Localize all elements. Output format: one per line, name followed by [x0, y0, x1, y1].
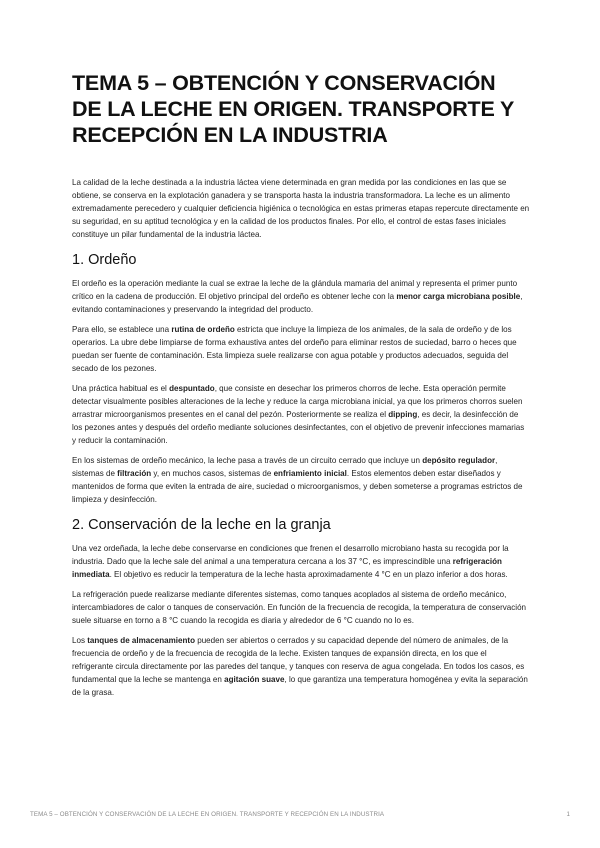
- intro-paragraph: La calidad de la leche destinada a la industria láctea viene determinada en gran medida por las condiciones en las que se obtiene, se conserva en la explotación ganadera y se transporta hasta la industria transformadora. La leche es un alimento extremadamente perecedero y cualquier deficiencia higiénica o tecnológica en estas primeras etapas repercute directamente en su seguridad, en su aptitud tecnológica y en la calidad de los productos finales. Por ello, el control de estas fases iniciales constituye un pilar fundamental de la industria láctea.: [72, 178, 530, 239]
- conservacion-paragraph-2: La refrigeración puede realizarse mediante diferentes sistemas, como tanques acoplados al sistema de ordeño mecánico, intercambiadores de calor o tanques de conservación. En función de la frecuencia de recogida, la temperatura de conservación suele situarse en torno a 8 °C cuando la recogida es diaria y alrededor de 6 °C cuando no lo es.: [72, 590, 527, 625]
- document-title: TEMA 5 – OBTENCIÓN Y CONSERVACIÓN DE LA LECHE EN ORIGEN. TRANSPORTE Y RECEPCIÓN EN LA INDUSTRIA: [72, 71, 514, 147]
- ordeno-paragraph-1: El ordeño es la operación mediante la cual se extrae la leche de la glándula mamaria del animal y representa el primer punto crítico en la cadena de producción. El objetivo principal del ordeño es obtener leche con la menor carga microbiana posible, evitando contaminaciones y preservando la integridad del producto.: [72, 279, 523, 314]
- page-number: 1: [566, 811, 570, 818]
- ordeno-paragraph-4: En los sistemas de ordeño mecánico, la leche pasa a través de un circuito cerrado que incluye un depósito regulador, sistemas de filtración y, en muchos casos, sistemas de enfriamiento inicial. Estos elementos deben estar diseñados y mantenidos de forma que eviten la entrada de aire, suciedad o microorganismos, y deben someterse a programas estrictos de limpieza y desinfección.: [72, 456, 523, 504]
- conservacion-paragraph-3: Los tanques de almacenamiento pueden ser abiertos o cerrados y su capacidad depende del número de animales, de la frecuencia de ordeño y de la frecuencia de recogida de la leche. Existen tanques de expansión directa, en los que el refrigerante circula directamente por las paredes del tanque, y tanques con reserva de agua congelada. En todos los casos, es fundamental que la leche se mantenga en agitación suave, lo que garantiza una temperatura homogénea y evita la separación de la grasa.: [72, 636, 528, 697]
- ordeno-paragraph-3: Una práctica habitual es el despuntado, que consiste en desechar los primeros chorros de leche. Esta operación permite detectar visualmente posibles alteraciones de la leche y reduce la carga microbiana inicial, ya que los primeros chorros suelen arrastrar microorganismos presentes en el canal del pezón. Posteriormente se realiza el dipping, es decir, la desinfección de los pezones antes y después del ordeño mediante soluciones desinfectantes, con el objetivo de prevenir infecciones mamarias y reducir la contaminación.: [72, 384, 525, 445]
- footer-running-title: TEMA 5 – OBTENCIÓN Y CONSERVACIÓN DE LA LECHE EN ORIGEN. TRANSPORTE Y RECEPCIÓN EN LA INDUSTRIA: [30, 811, 385, 818]
- section-heading-ordeno: 1. Ordeño: [72, 252, 137, 268]
- section-heading-conservacion: 2. Conservación de la leche en la granja: [72, 517, 331, 533]
- ordeno-paragraph-2: Para ello, se establece una rutina de ordeño estricta que incluye la limpieza de los animales, de la sala de ordeño y de los operarios. La ubre debe limpiarse de forma exhaustiva antes del ordeño para eliminar restos de suciedad, barro o heces que puedan ser fuente de contaminación. Esta limpieza suele realizarse con agua potable y productos adecuados, seguida del secado de los pezones.: [72, 325, 517, 373]
- page-footer: [30, 811, 570, 818]
- page-body: [72, 70, 530, 706]
- conservacion-paragraph-1: Una vez ordeñada, la leche debe conservarse en condiciones que frenen el desarrollo microbiano hasta su recogida por la industria. Dado que la leche sale del animal a una temperatura cercana a los 37 °C, es imprescindible una refrigeración inmediata. El objetivo es reducir la temperatura de la leche hasta aproximadamente 4 °C en un plazo inferior a dos horas.: [72, 544, 509, 579]
